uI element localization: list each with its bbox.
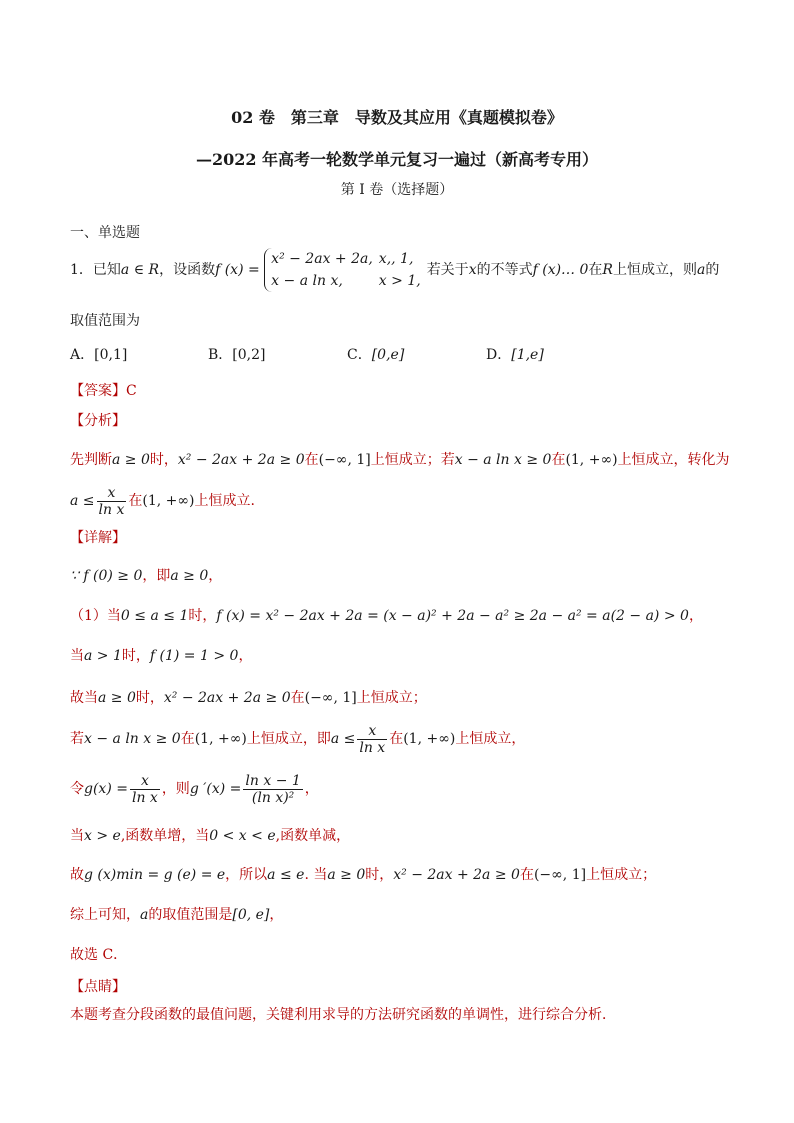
detail-tag: 【详解】 (70, 530, 126, 546)
detail-line-2: （1）当0 ≤ a ≤ 1时，f (x) = x² − 2ax + 2a = (x − a)² + 2a − a² ≥ 2a − a² = a(2 − a) > 0， (70, 608, 703, 624)
comment-tag: 【点睛】 (70, 979, 126, 995)
option-b[interactable]: B．[0,2] (208, 347, 266, 363)
fraction: $\frac{x}{\text{ln x}}$ (98, 484, 125, 518)
option-d[interactable]: D．[1,e] (486, 347, 544, 363)
detail-line-6: 令g(x) = $\frac{x}{\text{ln x}}$ ，则g ′(x) = $\frac{\text{ln x − 1}}{\text{(ln x)²}}$ ， (70, 772, 319, 806)
detail-line-7: 当x > e,函数单增，当0 < x < e,函数单减， (70, 828, 351, 844)
detail-line-4: 故当a ≥ 0时，x² − 2ax + 2a ≥ 0在(−∞, 1]上恒成立； (70, 690, 427, 706)
volume-label: 第 I 卷（选择题） (340, 182, 454, 198)
answer-line: 【答案】C (70, 383, 137, 399)
question-line-1: 1．已知a ∈ R，设函数f (x) = x² − 2ax + 2a, x,, 1, x − a ln x, x > 1, 若关于x的不等式f (x)… 0在R上恒成立，则a的 (70, 248, 719, 292)
detail-line-10: 故选 C． (70, 947, 128, 963)
question-line-2: 取值范围为 (70, 313, 140, 329)
option-a[interactable]: A．[0,1] (70, 347, 128, 363)
analysis-tag: 【分析】 (70, 413, 126, 429)
detail-line-8: 故g (x)min = g (e) = e，所以a ≤ e. 当a ≥ 0时，x² − 2ax + 2a ≥ 0在(−∞, 1]上恒成立； (70, 867, 657, 883)
fraction: $\frac{x}{\text{ln x}}$ (359, 722, 386, 756)
analysis-line-1: 先判断a ≥ 0时，x² − 2ax + 2a ≥ 0在(−∞, 1]上恒成立；若x − a ln x ≥ 0在(1, +∞)上恒成立，转化为 (70, 452, 730, 468)
detail-line-5: 若x − a ln x ≥ 0在(1, +∞)上恒成立，即a ≤ $\frac{x}{\text{ln x}}$ 在(1, +∞)上恒成立， (70, 722, 526, 756)
detail-line-1: ∵ f (0) ≥ 0，即a ≥ 0， (70, 568, 223, 584)
fraction: $\frac{x}{\text{ln x}}$ (131, 772, 158, 806)
piecewise-function: x² − 2ax + 2a, x,, 1, x − a ln x, x > 1, (264, 248, 427, 292)
detail-line-9: 综上可知，a的取值范围是[0, e]， (70, 907, 284, 923)
comment-text: 本题考查分段函数的最值问题，关键利用求导的方法研究函数的单调性，进行综合分析． (70, 1007, 616, 1023)
detail-line-3: 当a > 1时，f (1) = 1 > 0， (70, 648, 253, 664)
fraction: $\frac{\text{ln x − 1}}{\text{(ln x)²}}$ (245, 772, 301, 806)
option-c[interactable]: C．[0,e] (347, 347, 405, 363)
doc-title: 02 卷 第三章 导数及其应用《真题模拟卷》 (231, 108, 563, 127)
doc-subtitle: —2022 年高考一轮数学单元复习一遍过（新高考专用） (195, 150, 599, 169)
analysis-line-2: a ≤ $\frac{x}{\text{ln x}}$ 在(1, +∞)上恒成立. (70, 484, 255, 518)
section-label: 一、单选题 (70, 225, 140, 241)
